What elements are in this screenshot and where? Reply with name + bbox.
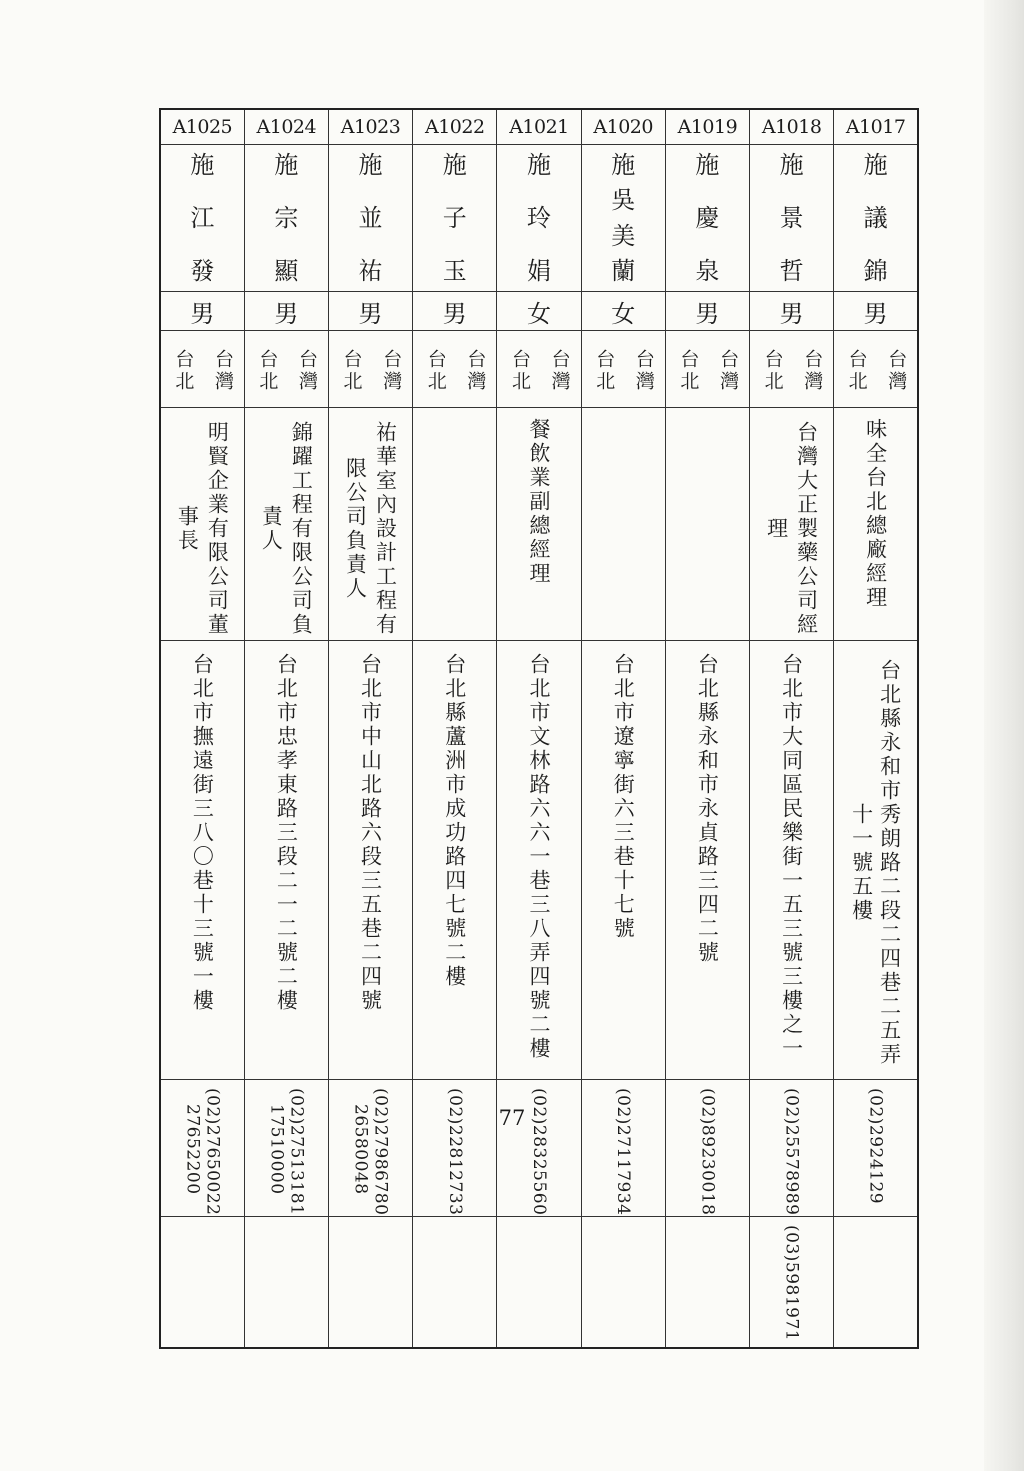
address-text: 台北市中山北路六段三五巷二四號 (358, 653, 383, 1013)
origin-char: 灣 (885, 371, 908, 393)
name-char: 子 (442, 204, 467, 232)
cell-title (750, 408, 834, 641)
title-text: 餐飲業副總經理 (526, 418, 551, 586)
cell-title (497, 408, 581, 641)
origin-region (799, 341, 825, 401)
origin-char: 灣 (464, 371, 487, 393)
id-text: A1024 (256, 116, 317, 138)
row-tel (160, 1080, 918, 1217)
cell-address (497, 641, 581, 1080)
origin-city (338, 341, 364, 401)
origin-city (170, 341, 196, 401)
page-number: 77 (498, 1106, 526, 1130)
name-char: 施 (190, 151, 215, 179)
name-char: 泉 (695, 257, 720, 285)
origin-char: 台 (885, 349, 908, 371)
cell-address (834, 641, 918, 1080)
origin-char: 北 (424, 371, 447, 393)
tel-text: (02)28325560 (528, 1088, 549, 1216)
tel-text: (02)27650022 27652200 (182, 1088, 223, 1216)
address-text: 台北市大同區民樂街一五三號三樓之一 (779, 653, 804, 1061)
origin-char: 北 (677, 371, 700, 393)
row-tel2 (160, 1217, 918, 1349)
name-char: 蘭 (611, 256, 636, 285)
origin-region (883, 341, 909, 401)
origin-stack (329, 331, 412, 401)
tel-text: (02)22812733 (444, 1088, 465, 1216)
title-text: 台灣大正製藥公司經理 (764, 421, 819, 637)
address-text: 台北縣蘆洲市成功路四七號二樓 (442, 653, 467, 989)
tel-text: (02)27513181 17510000 (266, 1088, 307, 1216)
address-text: 台北市文林路六六一巷三八弄四號二樓 (526, 653, 551, 1061)
name-char: 施 (863, 151, 888, 179)
origin-char: 台 (632, 349, 655, 371)
name-stack (582, 145, 665, 283)
member-roster-table (159, 108, 919, 1349)
origin-char: 台 (593, 349, 616, 371)
name-char: 吳 (611, 186, 636, 215)
origin-char: 台 (380, 349, 403, 371)
name-stack (161, 145, 244, 283)
name-stack (329, 145, 412, 283)
cell-sex (750, 292, 834, 331)
origin-char: 北 (172, 371, 195, 393)
cell-tel2 (328, 1217, 412, 1349)
cell-tel (834, 1080, 918, 1217)
cell-sex (834, 292, 918, 331)
sex-text: 男 (863, 299, 888, 328)
name-char: 玲 (526, 204, 551, 232)
origin-char: 北 (340, 371, 363, 393)
cell-title (581, 408, 665, 641)
name-char: 發 (190, 257, 215, 285)
cell-title (413, 408, 497, 641)
origin-char: 台 (340, 349, 363, 371)
address-text: 台北市撫遠街三八〇巷十三號一樓 (190, 653, 215, 1013)
name-char: 宗 (274, 204, 299, 232)
cell-name (581, 145, 665, 292)
tel-text: (02)27986780 26580048 (350, 1088, 391, 1216)
name-char: 江 (190, 204, 215, 232)
title-text: 味全台北總廠經理 (863, 418, 888, 610)
origin-char: 台 (548, 349, 571, 371)
cell-id (581, 109, 665, 145)
cell-sex (244, 292, 328, 331)
sex-text: 男 (358, 299, 383, 328)
origin-char: 北 (256, 371, 279, 393)
origin-char: 灣 (801, 371, 824, 393)
cell-name (750, 145, 834, 292)
origin-region (714, 341, 740, 401)
sex-text: 男 (779, 299, 804, 328)
origin-city (591, 341, 617, 401)
sex-text: 男 (695, 299, 720, 328)
name-char: 施 (695, 151, 720, 179)
cell-origin (497, 331, 581, 408)
row-name (160, 145, 918, 292)
row-title (160, 408, 918, 641)
name-stack (834, 145, 917, 283)
origin-char: 台 (172, 349, 195, 371)
sex-text: 女 (526, 299, 551, 328)
cell-tel2 (834, 1217, 918, 1349)
row-id (160, 109, 918, 145)
row-origin (160, 331, 918, 408)
origin-city (254, 341, 280, 401)
origin-char: 台 (801, 349, 824, 371)
cell-address (244, 641, 328, 1080)
cell-title (665, 408, 749, 641)
origin-char: 北 (593, 371, 616, 393)
cell-tel (160, 1080, 244, 1217)
cell-id (750, 109, 834, 145)
cell-sex (160, 292, 244, 331)
origin-char: 台 (212, 349, 234, 371)
origin-char: 台 (256, 349, 279, 371)
origin-stack (413, 331, 496, 401)
address-text: 台北縣永和市秀朗路二段二四巷二五弄十一號五樓 (849, 659, 902, 1067)
cell-tel2 (497, 1217, 581, 1349)
origin-char: 台 (295, 349, 318, 371)
cell-origin (581, 331, 665, 408)
origin-city (759, 341, 785, 401)
address-text: 台北市遼寧街六三巷十七號 (611, 653, 636, 941)
cell-id (413, 109, 497, 145)
sex-text: 男 (274, 299, 299, 328)
name-stack (413, 145, 496, 283)
cell-origin (665, 331, 749, 408)
name-char: 議 (863, 204, 888, 232)
page-edge (984, 0, 1024, 1471)
name-stack (666, 145, 749, 283)
name-char: 施 (611, 151, 636, 179)
cell-title (160, 408, 244, 641)
cell-sex (413, 292, 497, 331)
cell-id (665, 109, 749, 145)
origin-region (209, 341, 235, 401)
id-text: A1018 (761, 116, 822, 138)
cell-name (328, 145, 412, 292)
origin-char: 灣 (295, 371, 318, 393)
cell-origin (244, 331, 328, 408)
cell-address (328, 641, 412, 1080)
cell-tel2 (665, 1217, 749, 1349)
tel-text: (02)2924129 (865, 1088, 886, 1205)
cell-id (328, 109, 412, 145)
name-char: 錦 (863, 257, 888, 285)
cell-tel (413, 1080, 497, 1217)
cell-tel2 (413, 1217, 497, 1349)
sex-text: 男 (442, 299, 467, 328)
cell-title (328, 408, 412, 641)
origin-stack (666, 331, 749, 401)
origin-stack (750, 331, 833, 401)
cell-tel (328, 1080, 412, 1217)
name-char: 美 (611, 221, 636, 250)
name-char: 施 (358, 151, 383, 179)
origin-char: 灣 (548, 371, 571, 393)
cell-id (497, 109, 581, 145)
cell-address (160, 641, 244, 1080)
cell-sex (328, 292, 412, 331)
cell-address (750, 641, 834, 1080)
name-stack (245, 145, 328, 283)
row-address (160, 641, 918, 1080)
origin-region (546, 341, 572, 401)
origin-stack (245, 331, 328, 401)
origin-char: 台 (761, 349, 784, 371)
name-char: 施 (274, 151, 299, 179)
cell-sex (581, 292, 665, 331)
sex-text: 男 (190, 299, 215, 328)
name-char: 祐 (358, 257, 383, 285)
origin-region (378, 341, 404, 401)
origin-char: 灣 (717, 371, 740, 393)
origin-char: 台 (677, 349, 700, 371)
tel-text: (02)27117934 (613, 1088, 634, 1216)
id-text: A1019 (677, 116, 738, 138)
name-stack (750, 145, 833, 283)
cell-tel (497, 1080, 581, 1217)
origin-city (422, 341, 448, 401)
cell-tel2 (750, 1217, 834, 1349)
id-text: A1021 (509, 116, 569, 138)
origin-region (630, 341, 656, 401)
cell-origin (160, 331, 244, 408)
origin-char: 北 (845, 371, 868, 393)
address-text: 台北市忠孝東路三段二一二號二樓 (274, 653, 299, 1013)
cell-origin (750, 331, 834, 408)
id-text: A1020 (593, 116, 653, 138)
tel-text: (02)25578989 (781, 1088, 802, 1216)
cell-tel2 (244, 1217, 328, 1349)
name-char: 施 (526, 151, 551, 179)
cell-sex (665, 292, 749, 331)
cell-name (834, 145, 918, 292)
cell-tel (581, 1080, 665, 1217)
cell-sex (497, 292, 581, 331)
cell-title (244, 408, 328, 641)
tel-text: (02)89230018 (697, 1088, 718, 1216)
name-char: 哲 (779, 257, 804, 285)
title-text: 明賢企業有限公司董事長 (175, 421, 230, 637)
origin-char: 台 (464, 349, 487, 371)
name-char: 施 (779, 151, 804, 179)
name-char: 施 (442, 151, 467, 179)
cell-name (497, 145, 581, 292)
name-char: 顯 (274, 257, 299, 285)
cell-address (665, 641, 749, 1080)
cell-title (834, 408, 918, 641)
origin-stack (582, 331, 665, 401)
origin-city (675, 341, 701, 401)
name-char: 慶 (695, 204, 720, 232)
address-text: 台北縣永和市永貞路三四二號 (695, 653, 720, 965)
origin-char: 灣 (632, 371, 655, 393)
cell-name (413, 145, 497, 292)
cell-origin (413, 331, 497, 408)
cell-id (160, 109, 244, 145)
cell-tel2 (160, 1217, 244, 1349)
cell-name (665, 145, 749, 292)
name-char: 並 (358, 204, 383, 232)
cell-origin (328, 331, 412, 408)
title-text: 錦躍工程有限公司負責人 (259, 421, 314, 637)
origin-char: 台 (845, 349, 868, 371)
cell-name (160, 145, 244, 292)
cell-tel (665, 1080, 749, 1217)
origin-char: 台 (508, 349, 531, 371)
title-text: 祐華室內設計工程有限公司負責人 (343, 421, 398, 637)
id-text: A1022 (424, 116, 485, 138)
cell-address (413, 641, 497, 1080)
cell-tel2 (581, 1217, 665, 1349)
cell-origin (834, 331, 918, 408)
origin-char: 灣 (380, 371, 403, 393)
sex-text: 女 (611, 299, 636, 328)
tel2-text: (03)5981971 (781, 1225, 802, 1342)
origin-stack (497, 331, 580, 401)
name-char: 景 (779, 204, 804, 232)
origin-char: 北 (508, 371, 531, 393)
origin-char: 灣 (212, 371, 234, 393)
name-char: 娟 (526, 257, 551, 285)
id-text: A1023 (340, 116, 401, 138)
origin-stack (161, 331, 244, 401)
row-sex (160, 292, 918, 331)
origin-region (293, 341, 319, 401)
cell-id (244, 109, 328, 145)
id-text: A1017 (845, 116, 906, 138)
name-char: 玉 (442, 257, 467, 285)
origin-region (462, 341, 488, 401)
cell-tel (750, 1080, 834, 1217)
cell-name (244, 145, 328, 292)
cell-address (581, 641, 665, 1080)
origin-char: 台 (424, 349, 447, 371)
origin-char: 台 (717, 349, 740, 371)
origin-stack (834, 331, 917, 401)
origin-city (843, 341, 869, 401)
cell-tel (244, 1080, 328, 1217)
name-stack (497, 145, 580, 283)
cell-id (834, 109, 918, 145)
id-text: A1025 (172, 116, 233, 138)
origin-city (506, 341, 532, 401)
origin-char: 北 (761, 371, 784, 393)
